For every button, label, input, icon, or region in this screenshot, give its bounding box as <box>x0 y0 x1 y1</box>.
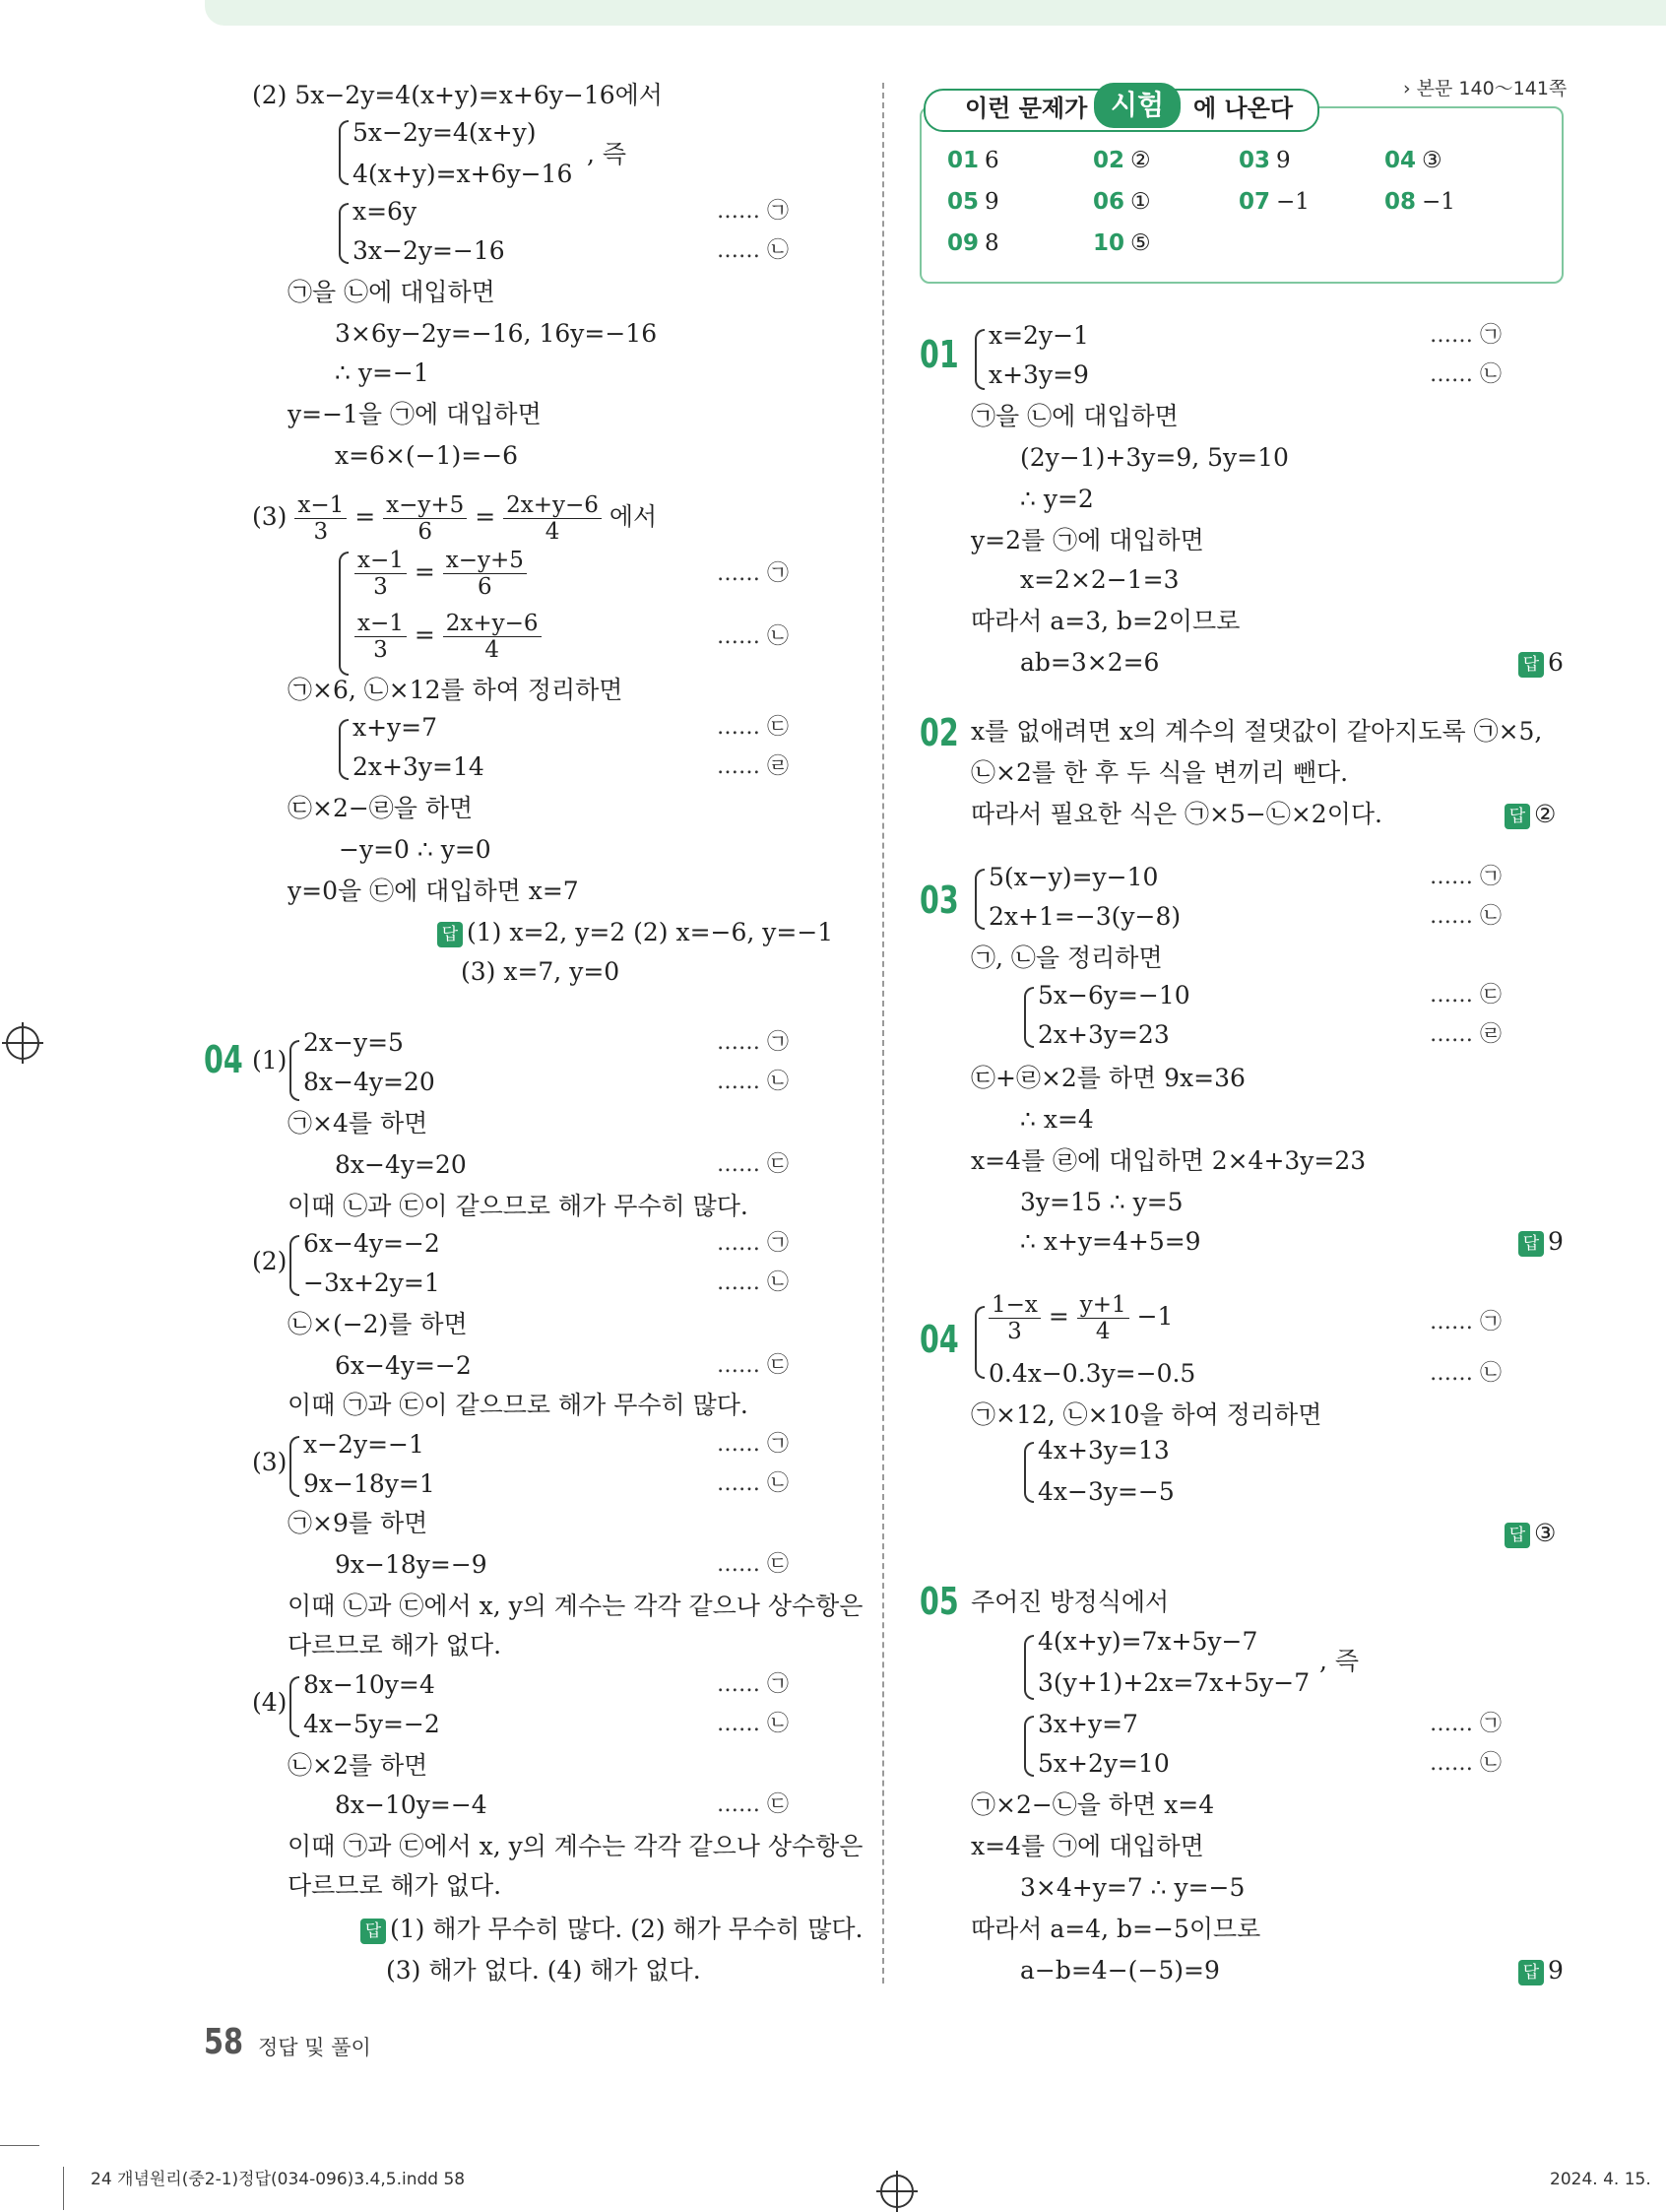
text-line: (1) <box>252 1046 288 1074</box>
text-line: 9x−18y=1 <box>303 1469 435 1498</box>
text-line: x=2y−1 <box>989 321 1089 350</box>
text-line: −3x+2y=1 <box>303 1269 440 1297</box>
problem-number: 03 <box>920 878 959 922</box>
dots-mark: …… ㉣ <box>1430 1022 1503 1047</box>
text-line: 이때 ㉠과 ㉢에서 x, y의 계수는 각각 같으나 상수항은 <box>288 1832 864 1860</box>
dots-mark: …… ㉡ <box>1430 904 1503 929</box>
text-line: 따라서 a=4, b=−5이므로 <box>971 1915 1261 1943</box>
text-line: x=6×(−1)=−6 <box>335 441 519 470</box>
text-line: 8x−4y=20 <box>303 1068 435 1096</box>
textbook-reference: › 본문 140～141쪽 <box>1403 78 1568 99</box>
text-line: 8x−10y=4 <box>303 1670 435 1699</box>
answer-line: (3) 해가 없다. (4) 해가 없다. <box>386 1956 701 1984</box>
text-line: 3x−2y=−16 <box>352 236 505 265</box>
text-line: (2) 5x−2y=4(x+y)=x+6y−16에서 <box>252 81 663 109</box>
text-line: 2x+1=−3(y−8) <box>989 902 1182 931</box>
text-line: x+3y=9 <box>989 360 1089 389</box>
text-line: ㉢×2−㉣을 하면 <box>288 794 474 822</box>
text-line: 2x+3y=14 <box>352 752 484 781</box>
text-line: 8x−4y=20 <box>335 1150 467 1179</box>
brace <box>289 1040 299 1101</box>
answer-badge: 답 <box>1518 1231 1544 1257</box>
problem-number: 04 <box>204 1038 243 1081</box>
dots-mark: …… ㉢ <box>717 1792 790 1817</box>
fraction-equation: (3) $\frac{x-1}{3}$ = $\frac{x-y+5}{6}$ = $\frac{2x+y-6}{4}$ 에서 <box>252 492 658 545</box>
problem-number: 02 <box>920 711 959 754</box>
answer-line: 답 (1) 해가 무수히 많다. (2) 해가 무수히 많다. <box>360 1913 863 1946</box>
quiz-item-answer: 6 <box>985 148 999 173</box>
quiz-item-answer: −1 <box>1422 189 1455 215</box>
text-line: 4x−3y=−5 <box>1038 1477 1175 1506</box>
registration-mark-icon <box>880 2175 914 2208</box>
brace <box>339 120 349 185</box>
text-line: 2x−y=5 <box>303 1028 404 1057</box>
dots-mark: …… ㉡ <box>717 1471 790 1496</box>
dots-mark: …… ㉡ <box>717 1270 790 1295</box>
problem-number: 04 <box>920 1318 959 1361</box>
quiz-item-number: 08 <box>1384 189 1417 215</box>
brace <box>975 869 985 930</box>
text-line: 따라서 필요한 식은 ㉠×5−㉡×2이다. <box>971 800 1382 828</box>
registration-mark-icon <box>6 1026 39 1060</box>
brace <box>975 1306 985 1379</box>
text-line: x+y=7 <box>352 713 438 742</box>
quiz-item-number: 01 <box>947 148 980 173</box>
text-line: 다르므로 해가 없다. <box>288 1631 502 1659</box>
dots-mark: …… ㉠ <box>1430 323 1503 348</box>
dots-mark: …… ㉠ <box>717 1231 790 1256</box>
text-line: ∴ y=−1 <box>335 358 429 387</box>
text-line: ㉢+㉣×2를 하면 9x=36 <box>971 1064 1246 1092</box>
answer-badge: 답 <box>360 1919 386 1944</box>
brace <box>289 1235 299 1296</box>
text-line: , 즉 <box>1319 1647 1360 1675</box>
brace <box>339 552 349 676</box>
text-line: 5x−6y=−10 <box>1038 981 1190 1009</box>
text-line: x−2y=−1 <box>303 1430 424 1459</box>
brace <box>289 1436 299 1497</box>
dots-mark: …… ㉠ <box>1430 1310 1503 1334</box>
text-line: 5(x−y)=y−10 <box>989 863 1159 891</box>
brace <box>339 203 349 264</box>
answer-badge: 답 <box>1518 652 1544 678</box>
text-line: 이때 ㉡과 ㉢에서 x, y의 계수는 각각 같으나 상수항은 <box>288 1592 864 1620</box>
quiz-title-highlight: 시험 <box>1094 83 1181 128</box>
quiz-item-answer: −1 <box>1276 189 1310 215</box>
text-line: 4x−5y=−2 <box>303 1710 440 1738</box>
text-line: (3) <box>252 1448 288 1476</box>
quiz-item-answer: 8 <box>985 230 999 256</box>
text-line: ∴ x+y=4+5=9 <box>1020 1227 1201 1256</box>
quiz-item-number: 09 <box>947 230 980 256</box>
text-line: 5x+2y=10 <box>1038 1749 1170 1778</box>
quiz-item-number: 03 <box>1239 148 1271 173</box>
text-line: (4) <box>252 1688 288 1717</box>
quiz-item-number: 04 <box>1384 148 1417 173</box>
text-line: (2y−1)+3y=9, 5y=10 <box>1020 443 1289 472</box>
quiz-item-answer: ① <box>1130 189 1151 215</box>
text-line: 다르므로 해가 없다. <box>288 1871 502 1900</box>
fraction-equation: $\frac{x-1}{3}$ = $\frac{2x+y-6}{4}$ <box>354 611 542 663</box>
text-line: 6x−4y=−2 <box>335 1351 472 1380</box>
answer-badge: 답 <box>1518 1960 1544 1985</box>
crop-mark <box>63 2167 64 2210</box>
dots-mark: …… ㉠ <box>1430 865 1503 889</box>
dots-mark: …… ㉡ <box>1430 1751 1503 1776</box>
text-line: 3×6y−2y=−16, 16y=−16 <box>335 319 658 348</box>
quiz-item-number: 02 <box>1093 148 1125 173</box>
brace <box>289 1676 299 1737</box>
text-line: 따라서 a=3, b=2이므로 <box>971 607 1241 635</box>
text-line: 3y=15 ∴ y=5 <box>1020 1188 1184 1216</box>
dots-mark: …… ㉡ <box>1430 1361 1503 1386</box>
dots-mark: …… ㉢ <box>717 1552 790 1577</box>
text-line: 4x+3y=13 <box>1038 1436 1170 1464</box>
brace <box>975 329 985 390</box>
answer-line: 답 6 <box>1518 646 1564 680</box>
answer-line: (3) x=7, y=0 <box>461 957 620 986</box>
text-line: ㉠, ㉡을 정리하면 <box>971 943 1163 972</box>
dots-mark: …… ㉠ <box>717 1030 790 1055</box>
text-line: ∴ x=4 <box>1020 1105 1094 1134</box>
answer-badge: 답 <box>1505 1523 1530 1548</box>
text-line: ㉠×12, ㉡×10을 하여 정리하면 <box>971 1400 1322 1429</box>
dots-mark: …… ㉢ <box>717 715 790 740</box>
text-line: ㉠×2−㉡을 하면 x=4 <box>971 1790 1215 1819</box>
text-line: 3×4+y=7 ∴ y=−5 <box>1020 1873 1246 1902</box>
dots-mark: …… ㉣ <box>717 754 790 779</box>
answer-line: 답 9 <box>1518 1225 1564 1259</box>
dots-mark: …… ㉢ <box>717 1353 790 1378</box>
fraction-equation: $\frac{1-x}{3}$ = $\frac{y+1}{4}$ −1 <box>989 1292 1173 1344</box>
text-line: y=2를 ㉠에 대입하면 <box>971 526 1204 554</box>
brace <box>339 719 349 780</box>
brace <box>1024 1442 1034 1503</box>
text-line: ㉠×6, ㉡×12를 하여 정리하면 <box>288 676 623 704</box>
dots-mark: …… ㉢ <box>717 1152 790 1177</box>
text-line: ㉠을 ㉡에 대입하면 <box>971 402 1179 430</box>
dots-mark: …… ㉡ <box>717 1712 790 1736</box>
quiz-item-answer: 9 <box>1276 148 1291 173</box>
dots-mark: …… ㉡ <box>717 1070 790 1094</box>
text-line: 4(x+y)=x+6y−16 <box>352 160 573 188</box>
brace <box>1024 987 1034 1048</box>
quiz-item-number: 10 <box>1093 230 1125 256</box>
answer-line: 답 ③ <box>1505 1517 1556 1550</box>
dots-mark: …… ㉠ <box>717 1432 790 1457</box>
text-line: 주어진 방정식에서 <box>971 1588 1170 1616</box>
quiz-title-part3: 에 나온다 <box>1193 95 1294 122</box>
text-line: 이때 ㉡과 ㉢이 같으므로 해가 무수히 많다. <box>288 1192 748 1220</box>
brace <box>1024 1635 1034 1700</box>
chevron-right-icon: › <box>1403 78 1411 99</box>
quiz-item-answer: ⑤ <box>1130 230 1151 256</box>
text-line: ab=3×2=6 <box>1020 648 1160 677</box>
dots-mark: …… ㉠ <box>717 561 790 586</box>
text-line: x를 없애려면 x의 계수의 절댓값이 같아지도록 ㉠×5, <box>971 717 1543 746</box>
quiz-item-number: 07 <box>1239 189 1271 215</box>
print-slug-file: 24 개념원리(중2-1)정답(034-096)3.4,5.indd 58 <box>91 2170 466 2189</box>
text-line: x=2×2−1=3 <box>1020 565 1180 594</box>
dots-mark: …… ㉡ <box>717 238 790 263</box>
column-divider <box>882 83 884 1984</box>
text-line: 이때 ㉠과 ㉢이 같으므로 해가 무수히 많다. <box>288 1391 748 1419</box>
fraction-equation: $\frac{x-1}{3}$ = $\frac{x-y+5}{6}$ <box>354 548 527 600</box>
text-line: ㉠×4를 하면 <box>288 1109 428 1138</box>
dots-mark: …… ㉡ <box>717 624 790 649</box>
text-line: ㉡×2를 한 후 두 식을 변끼리 뺀다. <box>971 758 1349 787</box>
answer-line: 답 ② <box>1505 798 1556 831</box>
dots-mark: …… ㉠ <box>1430 1712 1503 1736</box>
text-line: y=−1을 ㉠에 대입하면 <box>288 400 542 428</box>
answer-badge: 답 <box>437 922 463 947</box>
brace <box>1024 1716 1034 1777</box>
quiz-item-answer: ③ <box>1422 148 1442 173</box>
text-line: 0.4x−0.3y=−0.5 <box>989 1359 1196 1388</box>
text-line: , 즉 <box>587 140 627 168</box>
text-line: ㉠×9를 하면 <box>288 1509 428 1537</box>
text-line: a−b=4−(−5)=9 <box>1020 1956 1220 1984</box>
quiz-item-answer: 9 <box>985 189 999 215</box>
page-number: 58 <box>204 2022 244 2062</box>
answer-line: 답 (1) x=2, y=2 (2) x=−6, y=−1 <box>437 916 833 949</box>
text-line: (2) <box>252 1247 288 1275</box>
text-line: −y=0 ∴ y=0 <box>339 835 491 864</box>
dots-mark: …… ㉠ <box>717 1672 790 1697</box>
answer-badge: 답 <box>1505 804 1530 829</box>
crop-mark <box>0 2145 39 2146</box>
page-label: 정답 및 풀이 <box>258 2036 371 2059</box>
text-line: 9x−18y=−9 <box>335 1550 487 1579</box>
quiz-item-number: 06 <box>1093 189 1125 215</box>
text-line: 2x+3y=23 <box>1038 1020 1170 1049</box>
text-line: 3x+y=7 <box>1038 1710 1138 1738</box>
dots-mark: …… ㉡ <box>1430 362 1503 387</box>
answer-line: 답 9 <box>1518 1954 1564 1987</box>
text-line: ㉠을 ㉡에 대입하면 <box>288 278 495 306</box>
text-line: x=6y <box>352 197 417 226</box>
quiz-item-answer: ② <box>1130 148 1151 173</box>
top-decor-bar <box>205 0 1666 26</box>
text-line: ∴ y=2 <box>1020 485 1094 513</box>
print-slug-date: 2024. 4. 15. <box>1550 2170 1651 2189</box>
text-line: x=4를 ㉣에 대입하면 2×4+3y=23 <box>971 1146 1367 1175</box>
text-line: 6x−4y=−2 <box>303 1229 440 1258</box>
text-line: 8x−10y=−4 <box>335 1790 487 1819</box>
dots-mark: …… ㉠ <box>717 199 790 224</box>
problem-number: 01 <box>920 333 959 376</box>
text-line: 5x−2y=4(x+y) <box>352 118 537 147</box>
problem-number: 05 <box>920 1580 959 1623</box>
text-line: ㉡×(−2)를 하면 <box>288 1310 468 1338</box>
text-line: 4(x+y)=7x+5y−7 <box>1038 1627 1258 1656</box>
text-line: ㉡×2를 하면 <box>288 1751 428 1780</box>
quiz-title-part1: 이런 문제가 <box>965 95 1088 122</box>
text-line: 3(y+1)+2x=7x+5y−7 <box>1038 1668 1311 1697</box>
text-line: x=4를 ㉠에 대입하면 <box>971 1832 1204 1860</box>
text-line: y=0을 ㉢에 대입하면 x=7 <box>288 877 579 905</box>
quiz-item-number: 05 <box>947 189 980 215</box>
dots-mark: …… ㉢ <box>1430 983 1503 1008</box>
